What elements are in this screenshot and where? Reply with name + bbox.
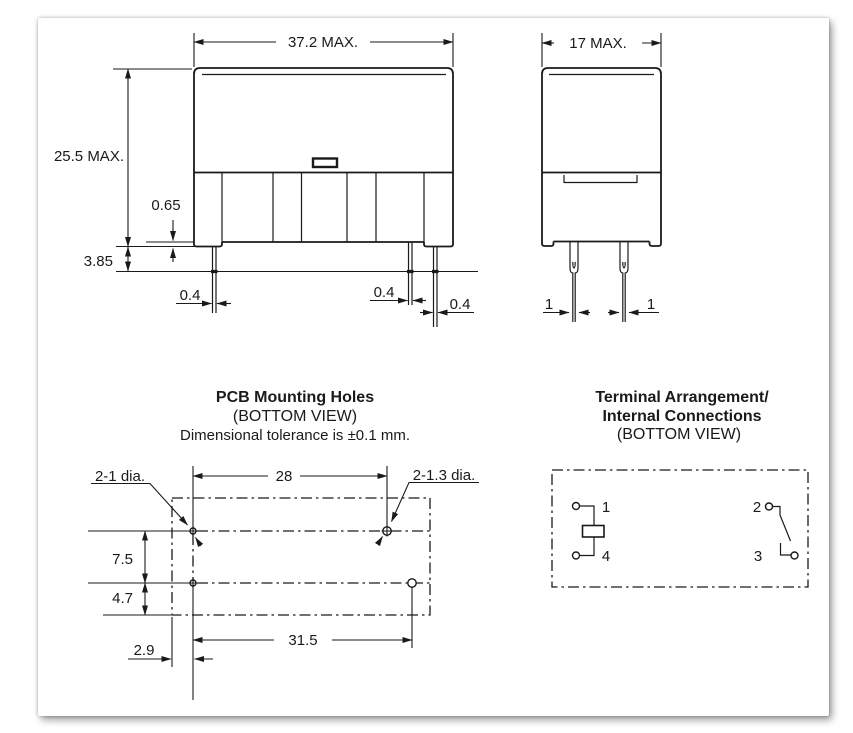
front-terminal-width-label-1: 0.4 (179, 287, 201, 304)
pcb-large-holes-leader-2 (378, 537, 383, 545)
pcb-hole-top-left-cross (188, 526, 198, 536)
terminal-section-title-line1: Terminal Arrangement/ (595, 389, 769, 406)
side-base-right-foot (650, 173, 662, 247)
side-terminal-width-label-1: 1 (544, 296, 554, 313)
terminal-3-circle (791, 552, 798, 559)
front-terminal-length-label: 3.85 (83, 253, 113, 270)
front-terminal-width-label-2: 0.4 (373, 284, 395, 301)
pcb-small-holes-leader-2 (196, 538, 202, 547)
side-right-terminal-left-edge (620, 242, 623, 323)
side-case-outline (542, 68, 661, 173)
terminal-section-title-line2: Internal Connections (602, 408, 762, 425)
side-right-terminal-taper (623, 262, 625, 268)
terminal-3-label: 3 (753, 548, 763, 565)
terminal-4-label: 4 (601, 548, 611, 565)
pcb-dim-31-5-label: 31.5 (288, 632, 318, 649)
terminal-arrangement-drawing (552, 389, 808, 587)
pcb-body-outline (172, 498, 430, 615)
terminal-1-label: 1 (601, 499, 611, 516)
front-case-outline (194, 68, 453, 173)
coil-bottom-lead (580, 537, 595, 556)
side-left-terminal-taper (573, 262, 575, 268)
pcb-large-holes-label: 2-1.3 dia. (412, 467, 476, 484)
terminal-4-circle (573, 552, 580, 559)
relay-dimensions-diagram (38, 18, 829, 716)
pcb-hole-mid-right (408, 579, 416, 587)
contact-blade (780, 515, 791, 541)
front-left-terminal (213, 247, 217, 314)
front-standoff-dim-label: 0.65 (151, 197, 181, 214)
datasheet-drawing-card (38, 18, 829, 716)
front-width-dim-label: 37.2 MAX. (287, 34, 359, 51)
side-right-terminal-right-edge (625, 242, 628, 323)
side-left-terminal-left-edge (570, 242, 573, 323)
pcb-large-holes-leader (392, 483, 480, 522)
pcb-dim-4-7-label: 4.7 (112, 590, 133, 607)
terminal-2-label: 2 (752, 499, 762, 516)
terminal-section-subtitle: (BOTTOM VIEW) (616, 426, 742, 443)
side-case-slot (564, 175, 637, 183)
front-middle-terminal (409, 242, 413, 305)
pcb-section-subtitle: (BOTTOM VIEW) (232, 408, 358, 425)
terminal-2-circle (766, 503, 773, 510)
pcb-dim-2-9-label: 2.9 (133, 642, 155, 659)
pcb-tolerance-note: Dimensional tolerance is ±0.1 mm. (180, 427, 410, 444)
coil-top-lead (580, 506, 595, 526)
front-case-vent-mark (313, 159, 337, 168)
contact-top-lead (773, 507, 781, 516)
front-base-right-foot (424, 173, 453, 247)
front-terminal-width-label-3: 0.4 (449, 296, 471, 313)
side-view-drawing (542, 33, 661, 322)
side-terminal-width-label-2: 1 (646, 296, 656, 313)
pcb-hole-mid-left-cross (188, 578, 198, 588)
coil-symbol (583, 526, 605, 538)
front-base-left-foot (194, 173, 222, 247)
pcb-small-holes-leader (91, 484, 188, 526)
front-right-terminal (434, 247, 438, 328)
pcb-dim-28-label: 28 (275, 468, 293, 485)
side-left-terminal-right-edge (575, 242, 578, 323)
pcb-mounting-holes-drawing (88, 389, 479, 700)
side-base-left-foot (542, 173, 554, 247)
pcb-hole-top-right-cross (382, 526, 393, 537)
terminal-1-circle (573, 503, 580, 510)
pcb-dim-7-5-label: 7.5 (112, 551, 133, 568)
contact-bottom-lead (781, 543, 791, 555)
pcb-section-title: PCB Mounting Holes (215, 389, 375, 406)
front-base-divider-lines (222, 173, 424, 242)
pcb-small-holes-label: 2-1 dia. (94, 468, 146, 485)
side-width-dim-label: 17 MAX. (569, 35, 627, 52)
front-view-drawing (54, 33, 478, 327)
front-height-dim-label: 25.5 MAX. (53, 148, 124, 165)
